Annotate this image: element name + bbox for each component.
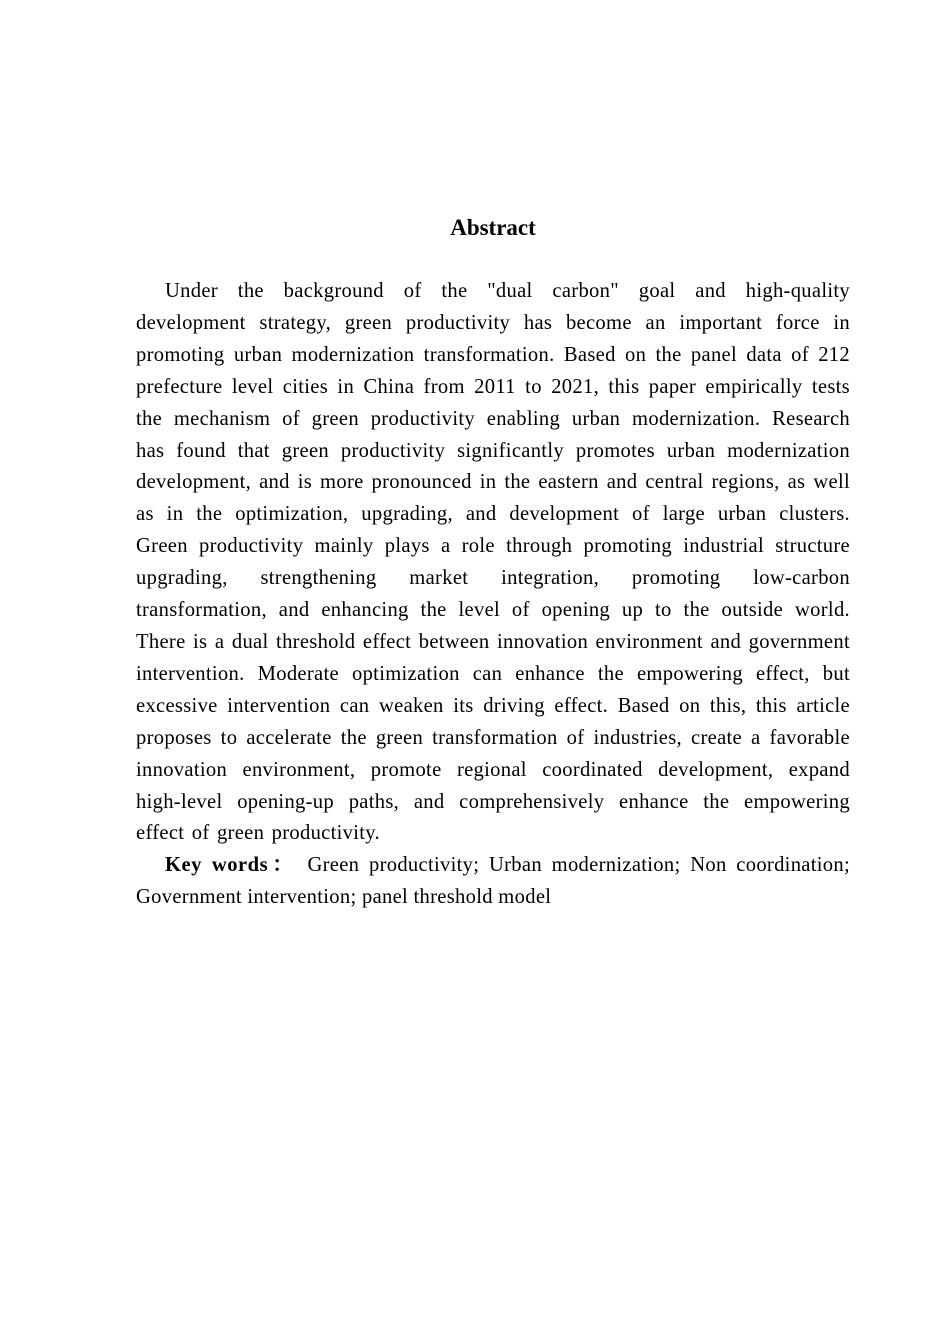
abstract-body [136,276,850,914]
keywords-label: Key words： [165,854,298,877]
keywords-text: Green productivity; Urban modernization; Non coordination; Government intervention; panel threshold model [136,854,850,909]
keywords-line [136,850,850,914]
abstract-title: Abstract [450,215,536,240]
abstract-paragraph: Under the background of the "dual carbon" goal and high-quality development strategy, green productivity has become an important force in promoting urban modernization transformation. Based on the panel data of 212 prefecture level cities in China from 2011 to 2021, this paper empirically tests the mechanism of green productivity enabling urban modernization. Research has found that green productivity significantly promotes urban modernization development, and is more pronounced in the eastern and central regions, as well as in the optimization, upgrading, and development of large urban clusters. Green productivity mainly plays a role through promoting industrial structure upgrading, strengthening market integration, promoting low-carbon transformation, and enhancing the level of opening up to the outside world. There is a dual threshold effect between innovation environment and government intervention. Moderate optimization can enhance the empowering effect, but excessive intervention can weaken its driving effect. Based on this, this article proposes to accelerate the green transformation of industries, create a favorable innovation environment, promote regional coordinated development, expand high-level opening-up paths, and comprehensively enhance the empowering effect of green productivity. [136,280,850,845]
